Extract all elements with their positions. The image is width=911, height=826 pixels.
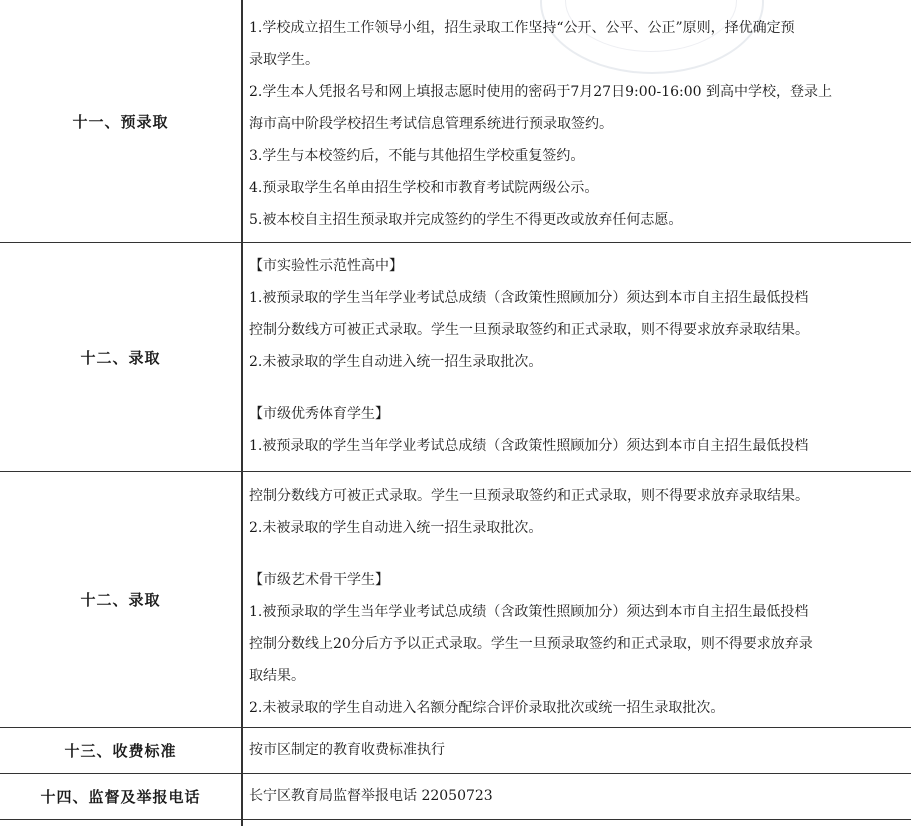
content-line: 【市级优秀体育学生】: [249, 406, 389, 422]
content-line: 3.学生与本校签约后，不能与其他招生学校重复签约。: [249, 148, 585, 164]
content-line: 1.学校成立招生工作领导小组，招生录取工作坚持“公开、公平、公正”原则，择优确定预: [249, 20, 795, 36]
content-line: 取结果。: [249, 668, 305, 684]
table-row-hotline: [0, 774, 911, 820]
column-divider: [241, 243, 243, 472]
row-content: [249, 734, 905, 766]
row-label: 十一、预录取: [72, 112, 169, 131]
paragraph-gap: [249, 544, 905, 564]
row-content: [249, 480, 905, 724]
row-content: [249, 12, 905, 236]
paragraph-gap: [249, 378, 905, 398]
content-line: 海市高中阶段学校招生考试信息管理系统进行预录取签约。: [249, 116, 613, 132]
table-row-pre-admission: [0, 0, 911, 243]
content-line: 控制分数线方可被正式录取。学生一旦预录取签约和正式录取，则不得要求放弃录取结果。: [249, 488, 809, 504]
content-line: 控制分数线方可被正式录取。学生一旦预录取签约和正式录取，则不得要求放弃录取结果。: [249, 322, 809, 338]
column-divider: [241, 774, 243, 820]
content-line: 2.学生本人凭报名号和网上填报志愿时使用的密码于7月27日9:00-16:00 到高中学校，登录上: [249, 84, 833, 100]
column-divider: [241, 472, 243, 728]
column-divider: [241, 0, 243, 243]
content-line: 4.预录取学生名单由招生学校和市教育考试院两级公示。: [249, 180, 599, 196]
content-line: 2.未被录取的学生自动进入统一招生录取批次。: [249, 354, 543, 370]
content-line: 1.被预录取的学生当年学业考试总成绩（含政策性照顾加分）须达到本市自主招生最低投档: [249, 290, 809, 306]
column-divider: [241, 820, 243, 826]
content-line: 控制分数线上20分后方予以正式录取。学生一旦预录取签约和正式录取，则不得要求放弃录: [249, 636, 813, 652]
content-line: 【市实验性示范性高中】: [249, 258, 403, 274]
content-line: 【市级艺术骨干学生】: [249, 572, 389, 588]
column-divider: [241, 728, 243, 774]
row-label: 十二、录取: [80, 348, 161, 367]
row-label: 十二、录取: [80, 591, 161, 609]
content-line: 2.未被录取的学生自动进入统一招生录取批次。: [249, 520, 543, 536]
content-line: 长宁区教育局监督举报电话 22050723: [249, 788, 493, 804]
row-content: [249, 250, 905, 462]
content-line: 1.被预录取的学生当年学业考试总成绩（含政策性照顾加分）须达到本市自主招生最低投档: [249, 604, 809, 620]
row-label: 十三、收费标准: [64, 742, 177, 760]
content-line: 1.被预录取的学生当年学业考试总成绩（含政策性照顾加分）须达到本市自主招生最低投档: [249, 438, 809, 454]
content-line: 录取学生。: [249, 52, 319, 68]
content-line: 2.未被录取的学生自动进入名额分配综合评价录取批次或统一招生录取批次。: [249, 700, 725, 716]
content-line: 5.被本校自主招生预录取并完成签约的学生不得更改或放弃任何志愿。: [249, 212, 683, 228]
table-row-admission: [0, 243, 911, 472]
row-content: [249, 780, 905, 812]
table-row-admission-continued: [0, 472, 911, 728]
content-line: 按市区制定的教育收费标准执行: [249, 742, 445, 758]
table-row-fees: [0, 728, 911, 774]
row-label: 十四、监督及举报电话: [40, 788, 201, 806]
